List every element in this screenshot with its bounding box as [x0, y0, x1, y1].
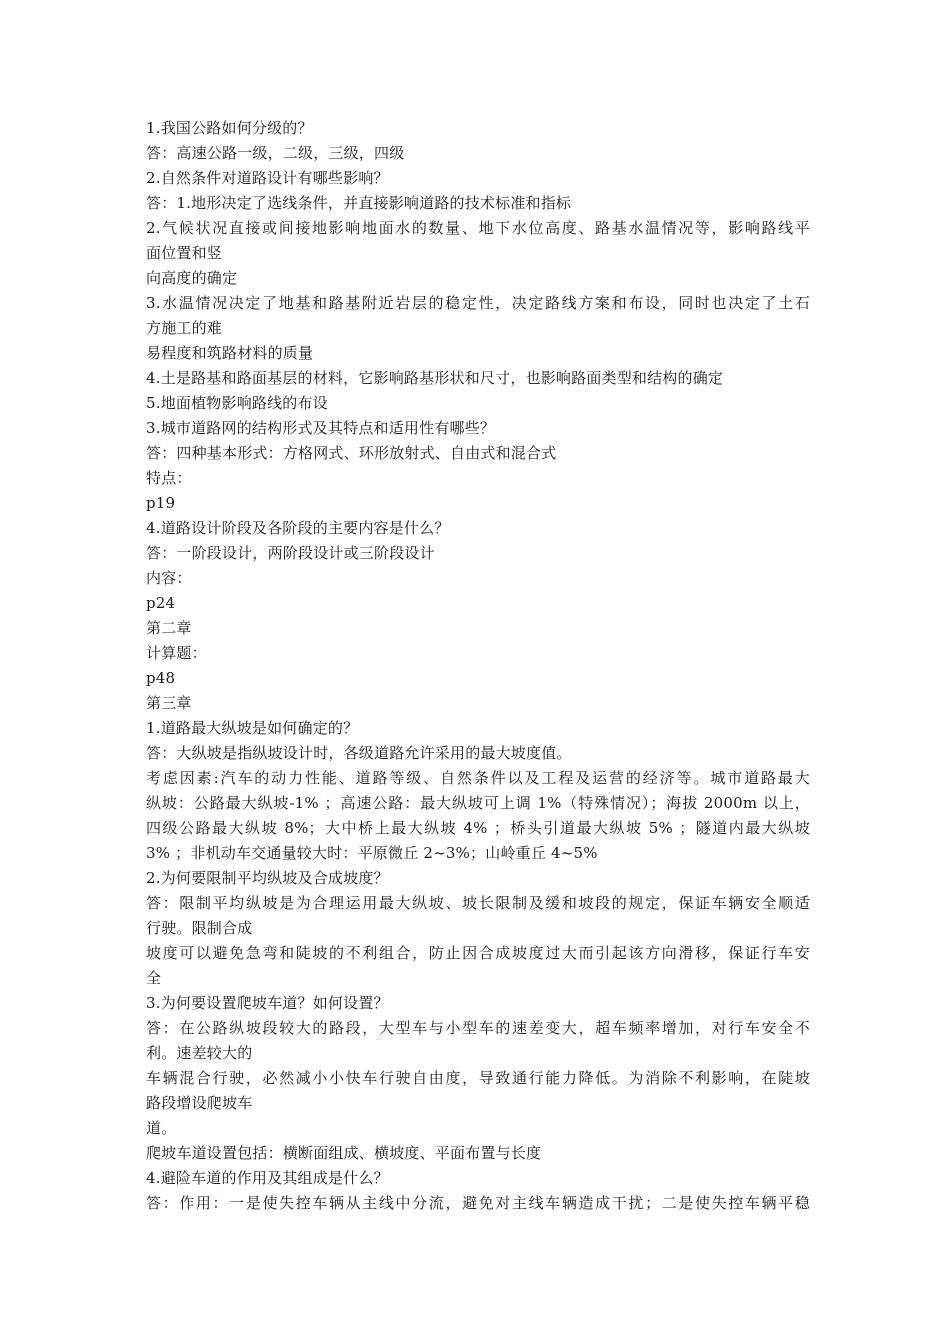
question-line: 2.为何要限制平均纵坡及合成坡度？	[146, 869, 389, 887]
answer-line: 3.水温情况决定了地基和路基附近岩层的稳定性，决定路线方案和布设，同时也决定了土石	[146, 294, 810, 312]
answer-line: 答：一阶段设计，两阶段设计或三阶段设计	[146, 544, 435, 562]
question-line: 4.道路设计阶段及各阶段的主要内容是什么？	[146, 519, 450, 537]
question-line: 3.城市道路网的结构形式及其特点和适用性有哪些？	[146, 419, 496, 437]
chapter-heading: 第二章	[146, 619, 192, 637]
answer-line: 道。	[146, 1119, 177, 1137]
answer-line: 答：四种基本形式：方格网式、环形放射式、自由式和混合式	[146, 444, 557, 462]
answer-line: 答：1.地形决定了选线条件，并直接影响道路的技术标准和指标	[146, 194, 572, 212]
answer-line: 答：大纵坡是指纵坡设计时，各级道路允许采用的最大坡度值。	[146, 744, 572, 762]
answer-line: 四级公路最大纵坡 8%；大中桥上最大纵坡 4% ；桥头引道最大纵坡 5% ；隧道内最大纵坡	[146, 819, 810, 837]
chapter-heading: 第三章	[146, 694, 192, 712]
question-line: 1.我国公路如何分级的？	[146, 119, 313, 137]
answer-line: 考虑因素:汽车的动力性能、道路等级、自然条件以及工程及运营的经济等。城市道路最大	[146, 769, 810, 787]
answer-line: 3% ；非机动车交通量较大时：平原微丘 2~3%；山岭重丘 4~5%	[146, 844, 598, 862]
answer-line: 方施工的难	[146, 319, 223, 337]
answer-line: 车辆混合行驶，必然减小小快车行驶自由度，导致通行能力降低。为消除不利影响，在陡坡	[146, 1069, 810, 1087]
page-reference: p48	[146, 669, 176, 687]
answer-line: 内容：	[146, 569, 192, 587]
section-label: 计算题：	[146, 644, 207, 662]
answer-line: 路段增设爬坡车	[146, 1094, 253, 1112]
question-line: 2.自然条件对道路设计有哪些影响？	[146, 169, 389, 187]
answer-line: 纵坡：公路最大纵坡-1% ；高速公路：最大纵坡可上调 1%（特殊情况）；海拔 2000m 以上，	[146, 794, 810, 812]
question-line: 4.避险车道的作用及其组成是什么？	[146, 1169, 389, 1187]
page-reference: p24	[146, 594, 176, 612]
answer-line: 4.土是路基和路面基层的材料，它影响路基形状和尺寸，也影响路面类型和结构的确定	[146, 369, 724, 387]
question-line: 3.为何要设置爬坡车道？如何设置？	[146, 994, 389, 1012]
answer-line: 全	[146, 969, 162, 987]
page-reference: p19	[146, 494, 176, 512]
answer-line: 向高度的确定	[146, 269, 238, 287]
answer-line: 2.气候状况直接或间接地影响地面水的数量、地下水位高度、路基水温情况等，影响路线平	[146, 219, 810, 237]
answer-line: 答：作用：一是使失控车辆从主线中分流，避免对主线车辆造成干扰；二是使失控车辆平稳	[146, 1194, 810, 1212]
answer-line: 答：在公路纵坡段较大的路段，大型车与小型车的速差变大，超车频率增加，对行车安全不	[146, 1019, 810, 1037]
question-line: 1.道路最大纵坡是如何确定的？	[146, 719, 359, 737]
answer-line: 易程度和筑路材料的质量	[146, 344, 314, 362]
answer-line: 特点：	[146, 469, 192, 487]
answer-line: 行驶。限制合成	[146, 919, 253, 937]
answer-line: 坡度可以避免急弯和陡坡的不利组合，防止因合成坡度过大而引起该方向滑移，保证行车安	[146, 944, 810, 962]
answer-line: 爬坡车道设置包括：横断面组成、横坡度、平面布置与长度	[146, 1144, 542, 1162]
answer-line: 答：限制平均纵坡是为合理运用最大纵坡、坡长限制及缓和坡段的规定，保证车辆安全顺适	[146, 894, 810, 912]
answer-line: 答：高速公路一级，二级，三级，四级	[146, 144, 405, 162]
answer-line: 面位置和竖	[146, 244, 223, 262]
document-body	[146, 116, 810, 1216]
answer-line: 5.地面植物影响路线的布设	[146, 394, 328, 412]
answer-line: 利。速差较大的	[146, 1044, 253, 1062]
